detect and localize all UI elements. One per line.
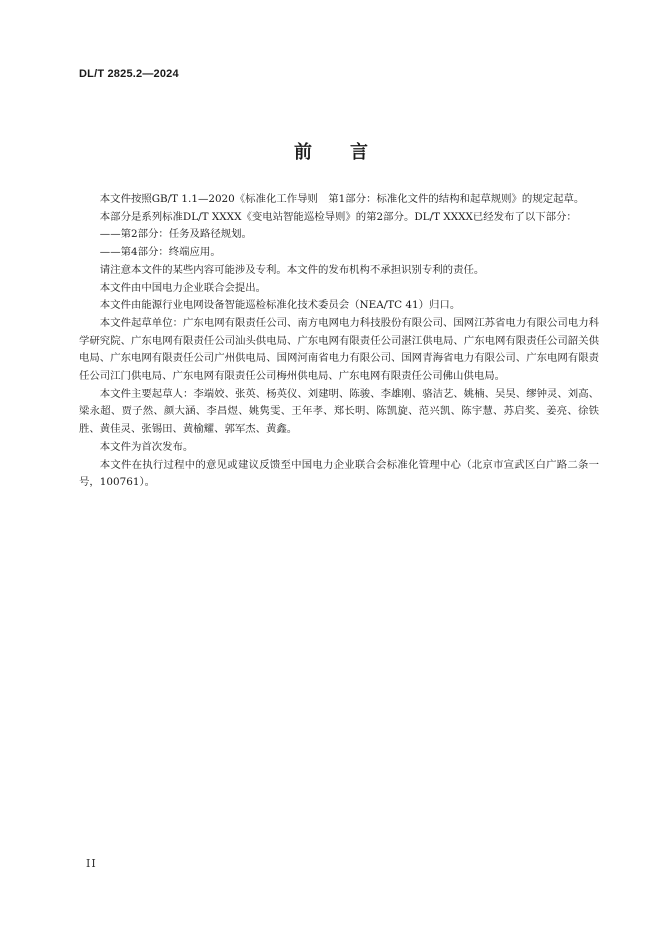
paragraph-series-parts: 本部分是系列标准DL/T XXXX《变电站智能巡检导则》的第2部分。DL/T XXXX已经发布了以下部分： — [99, 210, 577, 223]
paragraph-committee: 本文件由能源行业电网设备智能巡检标准化技术委员会（NEA/TC 41）归口。 — [99, 299, 461, 312]
paragraph-drafters: 本文件主要起草人：李端姣、张英、杨英仪、刘建明、陈骏、李雄刚、骆洁艺、姚楠、吴昊、缪钟灵、刘高、梁永超、贾子然、颜大涵、李昌煜、姚隽雯、王年孝、郑长明、陈凯旋、范兴凯、陈宇慧、苏启奖、姜亮、徐铁胜、黄佳灵、张锡田、黄榆耀、郭军杰、黄鑫。 — [79, 387, 599, 436]
list-item-part-2: ——第2部分：任务及路径规划。 — [99, 228, 252, 241]
page-title: 前言 — [294, 142, 406, 163]
paragraph-first-release: 本文件为首次发布。 — [99, 440, 194, 453]
foreword-body — [79, 191, 599, 492]
paragraph-drafting-units: 本文件起草单位：广东电网有限责任公司、南方电网电力科技股份有限公司、国网江苏省电力有限公司电力科学研究院、广东电网有限责任公司汕头供电局、广东电网有限责任公司湛江供电局、广东电网有限责任公司韶关供电局、广东电网有限责任公司广州供电局、国网河南省电力有限公司、国网青海省电力有限公司、广东电网有限责任公司江门供电局、广东电网有限责任公司梅州供电局、广东电网有限责任公司佛山供电局。 — [79, 316, 599, 383]
page-number: II — [86, 857, 97, 870]
standard-code: DL/T 2825.2—2024 — [79, 68, 179, 80]
paragraph-patent-notice: 请注意本文件的某些内容可能涉及专利。本文件的发布机构不承担识别专利的责任。 — [99, 263, 485, 276]
list-item-part-4: ——第4部分：终端应用。 — [99, 246, 221, 259]
paragraph-drafting-rules: 本文件按照GB/T 1.1—2020《标准化工作导则 第1部分：标准化文件的结构和起草规则》的规定起草。 — [99, 193, 585, 205]
paragraph-proposer: 本文件由中国电力企业联合会提出。 — [99, 281, 267, 294]
paragraph-feedback: 本文件在执行过程中的意见或建议反馈至中国电力企业联合会标准化管理中心（北京市宣武区白广路二条一号，100761）。 — [79, 458, 599, 489]
